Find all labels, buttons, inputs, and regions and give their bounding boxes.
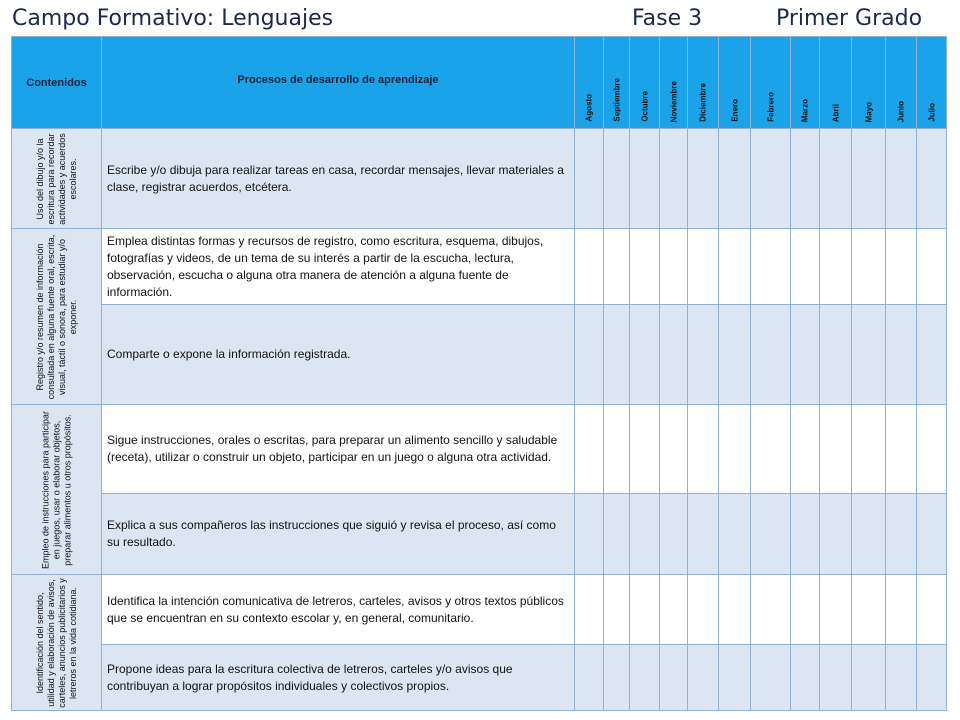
month-check-cell[interactable] <box>917 305 947 405</box>
month-check-cell[interactable] <box>820 229 852 305</box>
month-check-cell[interactable] <box>719 575 751 645</box>
month-check-cell[interactable] <box>630 229 660 305</box>
month-check-cell[interactable] <box>791 229 820 305</box>
content-cell <box>12 575 102 711</box>
month-check-cell[interactable] <box>751 645 791 711</box>
content-cell <box>12 129 102 229</box>
month-check-cell[interactable] <box>630 645 660 711</box>
process-cell: Identifica la intención comunicativa de letreros, carteles, avisos y otros textos públicos que se encuentran en su contexto escolar y, en general, comunitario. <box>102 575 575 645</box>
month-check-cell[interactable] <box>575 645 604 711</box>
month-check-cell[interactable] <box>820 405 852 494</box>
month-check-cell[interactable] <box>820 129 852 229</box>
month-check-cell[interactable] <box>791 575 820 645</box>
month-check-cell[interactable] <box>917 405 947 494</box>
month-check-cell[interactable] <box>604 494 630 575</box>
month-header-diciembre: Diciembre <box>688 37 719 129</box>
month-check-cell[interactable] <box>791 129 820 229</box>
month-check-cell[interactable] <box>791 405 820 494</box>
month-check-cell[interactable] <box>688 305 719 405</box>
month-header-noviembre: Noviembre <box>660 37 688 129</box>
month-check-cell[interactable] <box>630 305 660 405</box>
month-check-cell[interactable] <box>604 305 630 405</box>
month-check-cell[interactable] <box>886 575 917 645</box>
month-check-cell[interactable] <box>886 645 917 711</box>
table-row <box>12 494 947 575</box>
month-check-cell[interactable] <box>604 129 630 229</box>
month-check-cell[interactable] <box>630 575 660 645</box>
month-check-cell[interactable] <box>917 129 947 229</box>
contents-header <box>12 37 102 129</box>
month-check-cell[interactable] <box>604 645 630 711</box>
month-check-cell[interactable] <box>575 229 604 305</box>
month-check-cell[interactable] <box>575 575 604 645</box>
month-check-cell[interactable] <box>575 129 604 229</box>
content-text: Identificación del sentido, utilidad y elaboración de avisos, carteles, anuncios publicitarios y letreros en la vida cotidiana. <box>34 577 78 708</box>
month-check-cell[interactable] <box>688 405 719 494</box>
table-row <box>12 405 947 494</box>
process-cell: Sigue instrucciones, orales o escritas, para preparar un alimento sencillo y saludable (receta), utilizar o construir un objeto, participar en un juego o alguna otra actividad. <box>102 405 575 494</box>
planning-table <box>11 36 947 711</box>
contents-header-label: Contenidos <box>26 76 87 89</box>
month-check-cell[interactable] <box>791 305 820 405</box>
month-check-cell[interactable] <box>575 305 604 405</box>
month-check-cell[interactable] <box>751 229 791 305</box>
month-check-cell[interactable] <box>820 494 852 575</box>
month-check-cell[interactable] <box>917 575 947 645</box>
process-cell: Propone ideas para la escritura colectiva de letreros, carteles y/o avisos que contribuyan a lograr propósitos individuales y colectivos propios. <box>102 645 575 711</box>
grade-label: Primer Grado <box>776 6 923 31</box>
month-check-cell[interactable] <box>852 494 886 575</box>
month-header-marzo: Marzo <box>791 37 820 129</box>
month-check-cell[interactable] <box>688 129 719 229</box>
month-check-cell[interactable] <box>820 575 852 645</box>
month-check-cell[interactable] <box>660 645 688 711</box>
month-check-cell[interactable] <box>886 305 917 405</box>
month-check-cell[interactable] <box>791 494 820 575</box>
month-header-enero: Enero <box>719 37 751 129</box>
month-header-mayo: Mayo <box>852 37 886 129</box>
month-check-cell[interactable] <box>886 129 917 229</box>
month-check-cell[interactable] <box>660 494 688 575</box>
month-check-cell[interactable] <box>852 645 886 711</box>
table-row <box>12 229 947 305</box>
month-check-cell[interactable] <box>791 645 820 711</box>
processes-header <box>102 37 575 129</box>
table-row <box>12 645 947 711</box>
month-check-cell[interactable] <box>751 494 791 575</box>
month-check-cell[interactable] <box>886 405 917 494</box>
processes-header-label: Procesos de desarrollo de aprendizaje <box>237 73 439 86</box>
month-header-junio: Junio <box>886 37 917 129</box>
month-check-cell[interactable] <box>886 229 917 305</box>
month-check-cell[interactable] <box>751 575 791 645</box>
field-title: Campo Formativo: Lenguajes <box>12 6 334 31</box>
month-check-cell[interactable] <box>660 305 688 405</box>
month-check-cell[interactable] <box>630 129 660 229</box>
content-text: Registro y/o resumen de información consultada en alguna fuente oral, escrita, visual, táctil o sonora, para estudiar y/o exponer. <box>34 234 78 399</box>
month-check-cell[interactable] <box>751 129 791 229</box>
month-check-cell[interactable] <box>604 405 630 494</box>
month-header-octubre: Octubre <box>630 37 660 129</box>
month-check-cell[interactable] <box>688 229 719 305</box>
month-header-febrero: Febrero <box>751 37 791 129</box>
process-cell: Emplea distintas formas y recursos de registro, como escritura, esquema, dibujos, fotografías y videos, de un tema de su interés a partir de la escucha, lectura, observación, escucha o alguna otra manera de atención a alguna fuente de información. <box>102 229 575 305</box>
month-check-cell[interactable] <box>852 305 886 405</box>
table-row <box>12 129 947 229</box>
month-check-cell[interactable] <box>688 494 719 575</box>
month-check-cell[interactable] <box>719 305 751 405</box>
month-check-cell[interactable] <box>604 229 630 305</box>
content-cell <box>12 405 102 575</box>
month-check-cell[interactable] <box>917 645 947 711</box>
month-check-cell[interactable] <box>852 405 886 494</box>
month-header-septiembre: Septiembre <box>604 37 630 129</box>
process-cell: Comparte o expone la información registrada. <box>102 305 575 405</box>
month-header-abril: Abril <box>820 37 852 129</box>
month-check-cell[interactable] <box>630 405 660 494</box>
content-text: Uso del dibujo y/o la escritura para recordar actividades y acuerdos escolares. <box>34 132 78 225</box>
month-check-cell[interactable] <box>852 129 886 229</box>
month-check-cell[interactable] <box>852 229 886 305</box>
phase-label: Fase 3 <box>632 6 703 31</box>
month-check-cell[interactable] <box>917 229 947 305</box>
process-cell: Explica a sus compañeros las instrucciones que siguió y revisa el proceso, así como su resultado. <box>102 494 575 575</box>
month-check-cell[interactable] <box>751 405 791 494</box>
month-check-cell[interactable] <box>688 645 719 711</box>
month-check-cell[interactable] <box>886 494 917 575</box>
month-check-cell[interactable] <box>688 575 719 645</box>
table-row <box>12 575 947 645</box>
month-check-cell[interactable] <box>719 129 751 229</box>
month-check-cell[interactable] <box>820 305 852 405</box>
table-row <box>12 305 947 405</box>
month-check-cell[interactable] <box>917 494 947 575</box>
month-check-cell[interactable] <box>630 494 660 575</box>
month-check-cell[interactable] <box>820 645 852 711</box>
month-header-julio: Julio <box>917 37 947 129</box>
month-check-cell[interactable] <box>575 494 604 575</box>
month-check-cell[interactable] <box>719 405 751 494</box>
month-check-cell[interactable] <box>660 229 688 305</box>
month-header-agosto: Agosto <box>575 37 604 129</box>
month-check-cell[interactable] <box>660 575 688 645</box>
month-check-cell[interactable] <box>751 305 791 405</box>
month-check-cell[interactable] <box>719 645 751 711</box>
month-check-cell[interactable] <box>660 405 688 494</box>
month-check-cell[interactable] <box>719 494 751 575</box>
month-check-cell[interactable] <box>604 575 630 645</box>
month-check-cell[interactable] <box>719 229 751 305</box>
month-check-cell[interactable] <box>575 405 604 494</box>
table-header-row <box>12 37 947 129</box>
content-text: Empleo de instrucciones para participar en juegos, usar o elaborar objetos, preparar alimentos u otros propósitos. <box>40 410 72 569</box>
month-check-cell[interactable] <box>852 575 886 645</box>
content-cell <box>12 229 102 405</box>
month-check-cell[interactable] <box>660 129 688 229</box>
process-cell: Escribe y/o dibuja para realizar tareas en casa, recordar mensajes, llevar materiales a clase, registrar acuerdos, etcétera. <box>102 129 575 229</box>
